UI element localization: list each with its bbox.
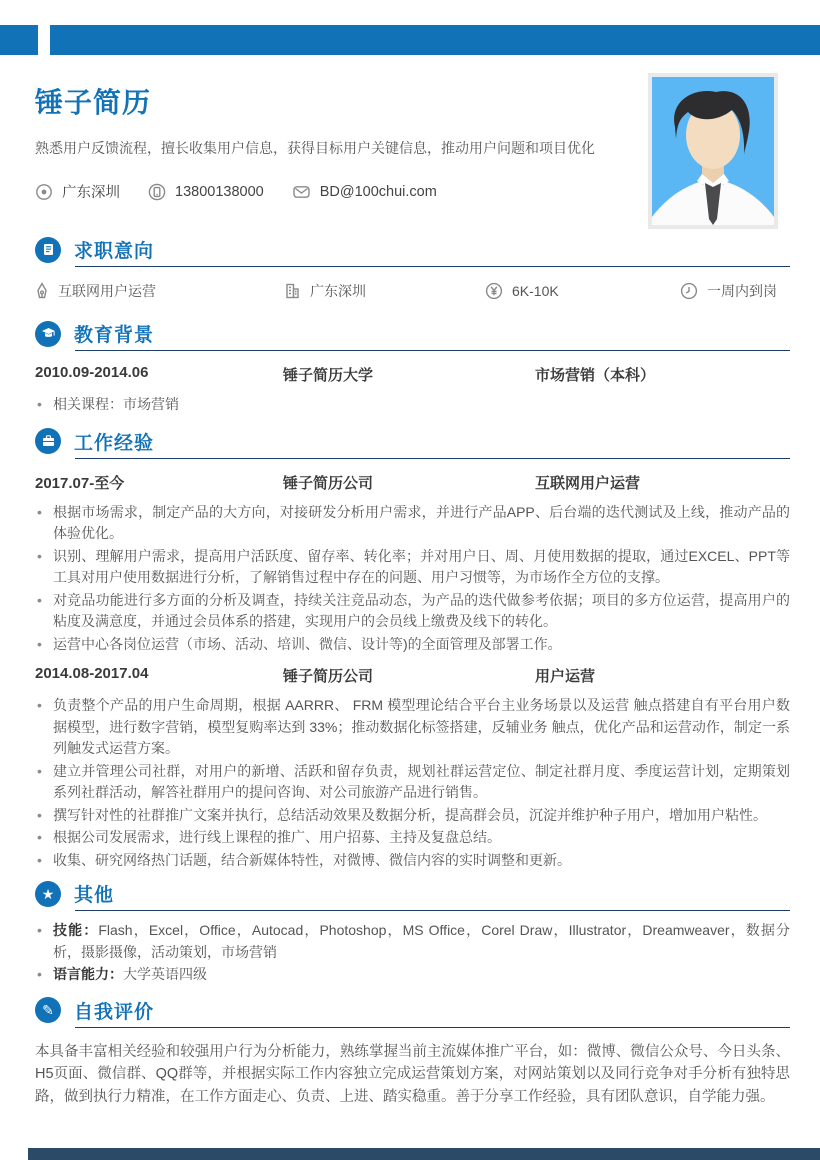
language-text: 大学英语四级 <box>123 966 207 982</box>
intention-row <box>35 281 790 301</box>
contact-email <box>292 183 437 201</box>
document-icon <box>35 237 61 263</box>
bottom-bar <box>28 1148 820 1160</box>
list-item: • 负责整个产品的用户生命周期，根据 AARRR、 FRM 模型理论结合平台主业务场景以及运营 触点搭建自有平台用户数据模型，进行数字营销，模型复购率达到 33%；推动数据化标签搭建，反辅业务 触点，优化产品和运营动作，制定一系列触发式运营方案。 <box>35 695 790 760</box>
language-label: 语言能力： <box>53 966 123 982</box>
job-role: 互联网用户运营 <box>535 474 641 492</box>
salary-icon <box>485 282 503 300</box>
intent-availability-text: 一周内到岗 <box>707 283 777 299</box>
clock-icon <box>680 282 698 300</box>
section-evaluation-header <box>35 997 790 1028</box>
intent-position-text: 互联网用户运营 <box>58 283 156 299</box>
intent-city <box>283 281 485 301</box>
contact-location <box>35 181 120 202</box>
list-item: • 识别、理解用户需求，提高用户活跃度、留存率、转化率；并对用户日、周、月使用数据的提取，通过EXCEL、PPT等工具对用户使用数据进行分析，了解销售过程中存在的问题、用户习惯等，为市场作全方位的支撑。 <box>35 546 790 589</box>
graduation-cap-icon <box>35 321 61 347</box>
education-row <box>35 364 790 385</box>
pencil-icon: ✎ <box>35 997 61 1023</box>
top-bar <box>50 25 820 55</box>
list-item: • 根据公司发展需求，进行线上课程的推广、用户招募、主持及复盘总结。 <box>35 827 790 849</box>
contact-location-text: 广东深圳 <box>62 185 120 201</box>
section-education-header <box>35 320 790 351</box>
list-item <box>35 920 790 963</box>
intent-city-text: 广东深圳 <box>310 283 366 299</box>
section-other-title: 其他 <box>74 885 115 906</box>
section-education-title: 教育背景 <box>74 325 155 346</box>
list-item <box>35 964 790 986</box>
section-evaluation-title: 自我评价 <box>74 1001 155 1023</box>
top-bar-accent-block <box>0 25 38 55</box>
job-date: 2014.08-2017.04 <box>35 665 149 682</box>
list-item: • 建立并管理公司社群，对用户的新增、活跃和留存负责，规划社群运营定位、制定社群月度、季度运营计划，定期策划系列社群活动，解答社群用户的提问咨询、对公司旅游产品进行销售。 <box>35 761 790 804</box>
education-school: 锤子简历大学 <box>283 367 374 384</box>
resume-summary: 熟悉用户反馈流程，擅长收集用户信息，获得目标用户关键信息，推动用户问题和项目优化 <box>35 140 595 156</box>
briefcase-icon <box>35 428 61 454</box>
list-item: • 对竞品功能进行多方面的分析及调查，持续关注竞品动态，为产品的迭代做参考依据；项目的多方位运营，提高用户的粘度及满意度，并通过会员体系的搭建，实现用户的会员线上缴费及线下的转化。 <box>35 590 790 633</box>
job-role: 用户运营 <box>535 668 596 685</box>
contact-row <box>35 181 790 202</box>
location-icon <box>35 183 53 201</box>
section-experience <box>35 428 790 872</box>
list-item: • 相关课程：市场营销 <box>35 394 790 416</box>
section-intention-header <box>35 236 790 267</box>
contact-phone <box>148 183 264 201</box>
star-icon: ★ <box>35 881 61 907</box>
section-intention <box>35 236 790 301</box>
education-major: 市场营销（本科） <box>535 367 656 384</box>
other-bullets <box>35 920 790 986</box>
intent-salary-text: 6K-10K <box>512 283 559 299</box>
section-evaluation <box>35 997 790 1109</box>
phone-icon <box>148 183 166 201</box>
job-row <box>35 472 790 493</box>
evaluation-text: 本具备丰富相关经验和较强用户行为分析能力，熟练掌握当前主流媒体推广平台，如：微博、微信公众号、今日头条、H5页面、微信群、QQ群等，并根据实际工作内容独立完成运营策划方案，对网站策划以及同行竞争对手分析有独特思路，做到执行力精准，在工作方面走心、负责、上进、踏实稳重。善于分享工作经验，具有团队意识，自学能力强。 <box>35 1043 790 1105</box>
job-bullets <box>35 502 790 656</box>
skill-text: Flash，Excel，Office，Autocad，Photoshop，MS Office，Corel Draw，Illustrator，Dreamweaver，数据分析，摄影摄像，活动策划，市场营销 <box>53 922 790 960</box>
pen-icon <box>35 282 49 300</box>
section-experience-header <box>35 428 790 459</box>
skill-label: 技能： <box>53 922 99 938</box>
resume-name: 锤子简历 <box>35 87 152 118</box>
section-experience-title: 工作经验 <box>74 432 155 454</box>
contact-phone-text: 13800138000 <box>175 183 264 200</box>
job-date: 2017.07-至今 <box>35 474 125 492</box>
content <box>35 55 790 1108</box>
list-item: • 运营中心各岗位运营（市场、活动、培训、微信、设计等)的全面管理及部署工作。 <box>35 634 790 656</box>
job-company: 锤子简历公司 <box>283 668 374 685</box>
education-bullets <box>35 394 790 416</box>
intent-availability <box>680 281 790 301</box>
job-company: 锤子简历公司 <box>283 474 374 492</box>
job-row <box>35 665 790 686</box>
building-icon <box>283 282 301 300</box>
list-item: • 收集、研究网络热门话题，结合新媒体特性，对微博、微信内容的实时调整和更新。 <box>35 850 790 872</box>
section-education <box>35 320 790 416</box>
intent-salary <box>485 282 680 300</box>
contact-email-text: BD@100chui.com <box>319 183 437 200</box>
section-other-header <box>35 880 790 911</box>
intent-position <box>35 281 283 301</box>
job-bullets <box>35 695 790 871</box>
email-icon <box>292 183 311 201</box>
education-date: 2010.09-2014.06 <box>35 364 149 381</box>
list-item: • 根据市场需求，制定产品的大方向，对接研发分析用户需求，并进行产品APP、后台端的迭代测试及上线，推动产品的体验优化。 <box>35 502 790 545</box>
section-other <box>35 880 790 986</box>
section-intention-title: 求职意向 <box>74 241 155 262</box>
list-item: • 撰写针对性的社群推广文案并执行，总结活动效果及数据分析，提高群会员，沉淀并维护种子用户，增加用户粘性。 <box>35 805 790 827</box>
